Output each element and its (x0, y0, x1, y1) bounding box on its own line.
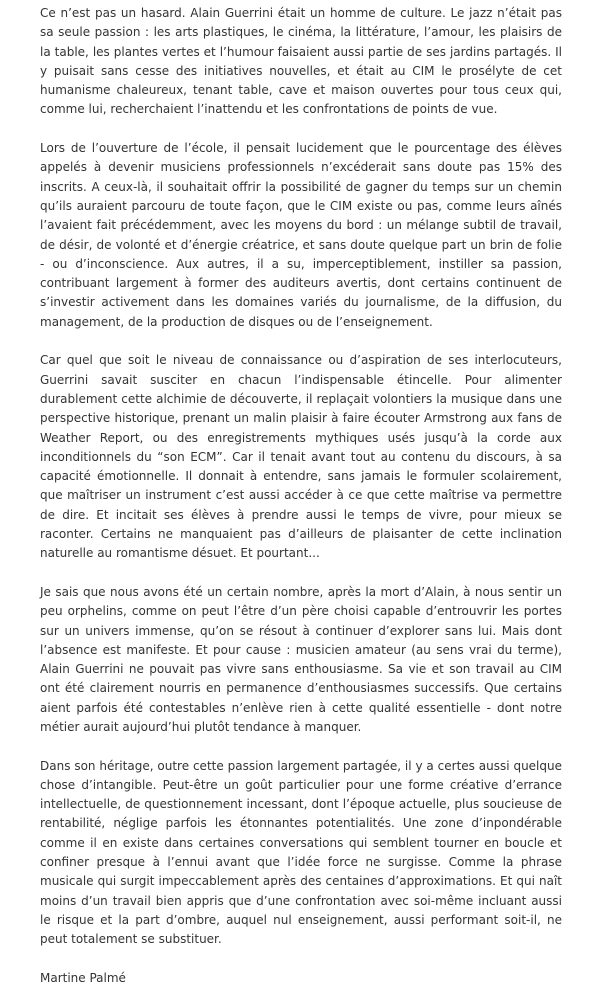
paragraph-2: Lors de l’ouverture de l’école, il pensait lucidement que le pourcentage des élèves appelés à devenir musiciens professionnels n’excéderait sans doute pas 15% des inscrits. A ceux-là, il souhaitait offrir la possibilité de gagner du temps sur un chemin qu’ils auraient parcouru de toute façon, que le CIM existe ou pas, comme leurs aînés l’avaient fait précédemment, avec les moyens du bord : un mélange subtil de travail, de désir, de volonté et d’énergie créatrice, et sans doute quelque part un brin de folie - ou d’inconscience. Aux autres, il a su, imperceptiblement, instiller sa passion, contribuant largement à former des auditeurs avertis, dont certains continuent de s’investir activement dans les domaines variés du journalisme, de la diffusion, du management, de la production de disques ou de l’enseignement. (40, 141, 562, 329)
paragraph-1: Ce n’est pas un hasard. Alain Guerrini était un homme de culture. Le jazz n’était pas sa seule passion : les arts plastiques, le cinéma, la littérature, l’amour, les plaisirs de la table, les plantes vertes et l’humour faisaient aussi partie de ses jardins partagés. Il y puisait sans cesse des initiatives nouvelles, et était au CIM le prosélyte de cet humanisme chaleureux, tenant table, cave et maison ouvertes pour tous ceux qui, comme lui, recherchaient l’inattendu et les confrontations de points de vue. (40, 6, 562, 117)
paragraph-3: Car quel que soit le niveau de connaissance ou d’aspiration de ses interlocuteurs, Guerrini savait susciter en chacun l’indispensable étincelle. Pour alimenter durablement cette alchimie de découverte, il replaçait volontiers la musique dans une perspective historique, prenant un malin plaisir à faire écouter Armstrong aux fans de Weather Report, ou des enregistrements mythiques usés jusqu’à la corde aux inconditionnels du “son ECM”. Car il tenait avant tout au contenu du discours, à sa capacité émotionnelle. Il donnait à entendre, sans jamais le formuler scolairement, que maîtriser un instrument c’est aussi accéder à ce que cette maîtrise va permettre de dire. Et incitait ses élèves à prendre aussi le temps de vivre, pour mieux se raconter. Certains ne manquaient pas d’ailleurs de plaisanter de cette inclination naturelle au romantisme désuet. Et pourtant... (40, 353, 562, 561)
paragraph-4: Je sais que nous avons été un certain nombre, après la mort d’Alain, à nous sentir un peu orphelins, comme on peut l’être d’un père choisi capable d’entrouvrir les portes sur un univers immense, qu’on se résout à continuer d’explorer sans lui. Mais dont l’absence est manifeste. Et pour cause : musicien amateur (au sens vrai du terme), Alain Guerrini ne pouvait pas vivre sans enthousiasme. Sa vie et son travail au CIM ont été clairement nourris en permanence d’enthousiasmes successifs. Que certains aient parfois été contestables n’enlève rien à cette qualité essentielle - dont notre métier aurait aujourd’hui plutôt tendance à manquer. (40, 584, 562, 734)
paragraph-5: Dans son héritage, outre cette passion largement partagée, il y a certes aussi quelque chose d’intangible. Peut-être un goût particulier pour une forme créative d’errance intellectuelle, de questionnement incessant, dont l’époque actuelle, plus soucieuse de rentabilité, néglige parfois les étonnantes potentialités. Une zone d’inpondérable comme il en existe dans certaines conversations qui semblent tourner en boucle et confiner presque à l’ennui avant que l’idée force ne surgisse. Comme la phrase musicale qui surgit impeccablement après des centaines d’approximations. Et qui naît moins d’un travail bien appris que d’une confrontation avec soi-même incluant aussi le risque et la part d’ombre, auquel nul enseignement, aussi performant soit-il, ne peut totalement se substituer. (40, 758, 562, 947)
author-signature: Martine Palmé (40, 970, 126, 985)
